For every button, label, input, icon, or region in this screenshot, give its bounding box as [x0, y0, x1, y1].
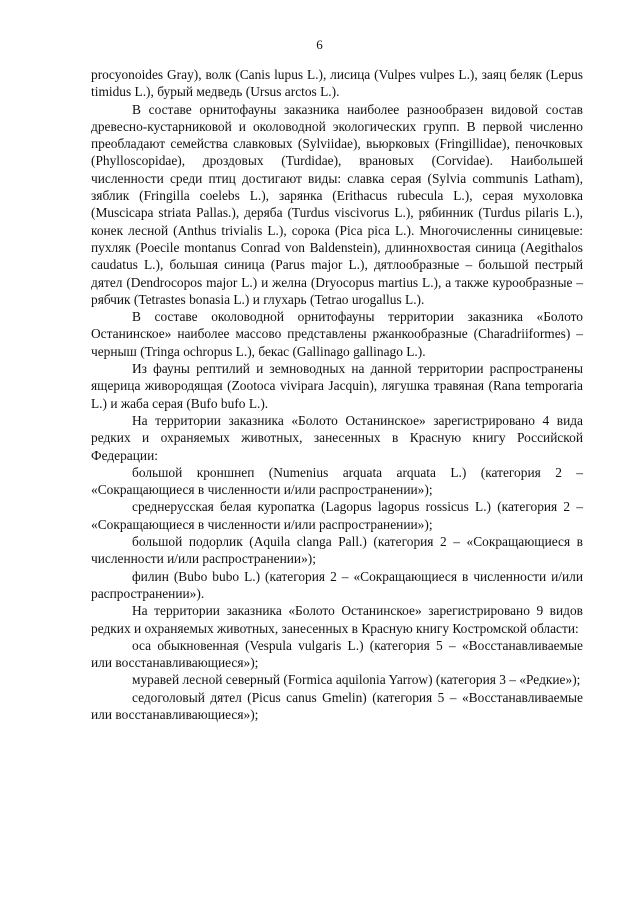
paragraph: филин (Bubo bubo L.) (категория 2 – «Сокращающиеся в численности и/или распространении»).	[91, 568, 583, 601]
paragraph: муравей лесной северный (Formica aquilonia Yarrow) (категория 3 – «Редкие»);	[132, 672, 581, 688]
paragraph: седоголовый дятел (Picus canus Gmelin) (категория 5 – «Восстанавливаемые или восстанавливающиеся»);	[91, 689, 583, 722]
paragraph: большой кроншнеп (Numenius arquata arquata L.) (категория 2 – «Сокращающиеся в численности и/или распространении»);	[91, 464, 583, 498]
document-body	[91, 66, 583, 723]
paragraph: В составе орнитофауны заказника наиболее разнообразен видовой состав древесно-кустарниковой и околоводной экологических групп. В первой численно преобладают семейства славковых (Sylviidae), вьюрковых (Fringillidae), пеночковых (Phylloscopidae), дроздовых (Turdidae), врановых (Corvidae). Наибольшей численности среди птиц достигают виды: славка серая (Sylvia communis Latham), зяблик (Fringilla coelebs L.), зарянка (Erithacus rubecula L.), серая мухоловка (Muscicapa striata Pallas.), деряба (Turdus viscivorus L.), рябинник (Turdus pilaris L.), конек лесной (Anthus trivialis L.), сорока (Pica pica L.). Многочисленны синицевые: пухляк (Poecile montanus Conrad von Baldenstein), длиннохвостая синица (Aegithalos caudatus L.), большая синица (Parus major L.), дятлообразные – большой пестрый дятел (Dendrocopos major L.) и желна (Dryocopus martius L.), а также курообразные – рябчик (Tetrastes bonasia L.) и глухарь (Tetrao urogallus L.).	[91, 101, 583, 307]
paragraph: Из фауны рептилий и земноводных на данной территории распространены ящерица живородящая (Zootoca vivipara Jacquin), лягушка травяная (Rana temporaria L.) и жаба серая (Bufo bufo L.).	[91, 361, 583, 411]
page-number: 6	[316, 37, 323, 52]
paragraph: procyonoides Gray), волк (Canis lupus L.), лисица (Vulpes vulpes L.), заяц беляк (Lepus timidus L.), бурый медведь (Ursus arctos L.).	[91, 67, 583, 100]
paragraph: На территории заказника «Болото Останинское» зарегистрировано 4 вида редких и охраняемых животных, занесенных в Красную книгу Российской Федерации:	[91, 412, 583, 463]
paragraph: оса обыкновенная (Vespula vulgaris L.) (категория 5 – «Восстанавливаемые или восстанавливающиеся»);	[91, 637, 583, 671]
paragraph: среднерусская белая куропатка (Lagopus lagopus rossicus L.) (категория 2 – «Сокращающиеся в численности и/или распространении»);	[91, 499, 583, 532]
paragraph: большой подорлик (Aquila clanga Pall.) (категория 2 – «Сокращающиеся в численности и/или распространении»);	[91, 534, 583, 567]
paragraph: В составе околоводной орнитофауны территории заказника «Болото Останинское» наиболее массово представлены ржанкообразные (Charadriiformes) – черныш (Tringa ochropus L.), бекас (Gallinago gallinago L.).	[91, 309, 583, 359]
paragraph: На территории заказника «Болото Останинское» зарегистрировано 9 видов редких и охраняемых животных, занесенных в Красную книгу Костромской области:	[91, 603, 583, 636]
